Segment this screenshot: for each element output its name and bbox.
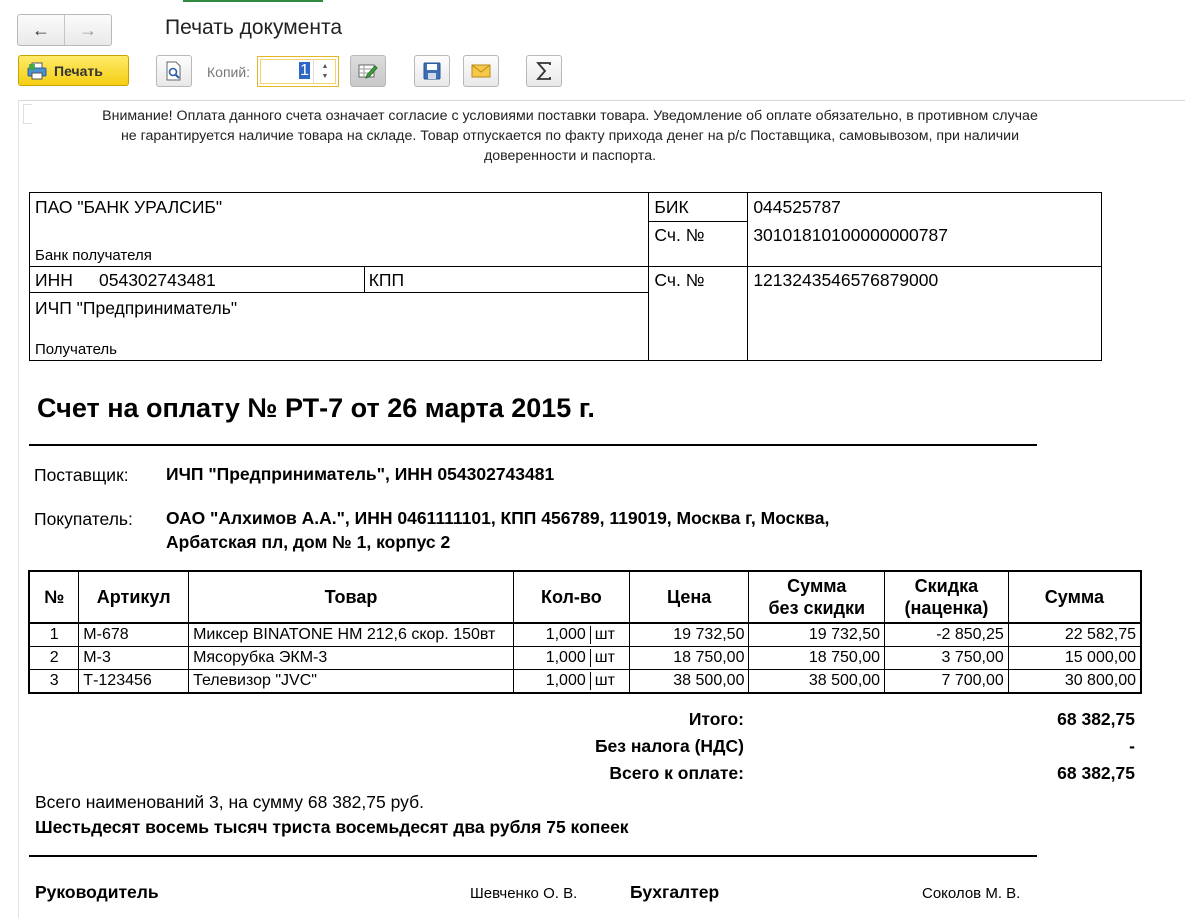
row-article: М-3 <box>79 647 189 670</box>
copies-spin-buttons[interactable] <box>313 59 336 84</box>
row-qty: 1,000 <box>514 649 591 667</box>
signature-separator <box>29 855 1037 857</box>
col-qty: Кол-во <box>513 571 629 623</box>
save-icon <box>423 62 441 80</box>
inn-value: 054302743481 <box>99 270 216 290</box>
row-price: 19 732,50 <box>629 623 749 647</box>
recipient-cell <box>30 293 649 361</box>
corr-account-value: 30101810100000000787 <box>753 225 948 245</box>
kpp-cell <box>364 267 649 293</box>
total-label: Итого: <box>688 709 744 729</box>
toolbar-separator <box>18 100 1185 101</box>
account-value: 1213243546576879000 <box>753 270 939 290</box>
accountant-label: Бухгалтер <box>630 882 720 902</box>
row-sum-no-discount: 19 732,50 <box>749 623 885 647</box>
active-tab-indicator <box>183 0 323 2</box>
col-sum-no-discount-line2: без скидки <box>768 598 866 618</box>
due-value: 68 382,75 <box>1057 763 1135 783</box>
corr-account-label: Сч. № <box>654 225 705 245</box>
document-corner-mark <box>23 104 32 124</box>
row-qty: 1,000 <box>514 672 591 690</box>
bank-label: Банк получателя <box>35 247 152 264</box>
sum-button[interactable] <box>526 55 562 87</box>
edit-icon <box>358 62 378 80</box>
due-label: Всего к оплате: <box>609 763 744 783</box>
copies-label: Копий: <box>207 64 251 80</box>
recipient-label: Получатель <box>35 341 117 358</box>
row-num: 3 <box>29 670 79 694</box>
invoice-title: Счет на оплату № РТ-7 от 26 марта 2015 г. <box>37 393 595 423</box>
chevron-down-icon[interactable]: ▼ <box>321 72 329 80</box>
bik-value: 044525787 <box>753 197 841 217</box>
accountant-name: Соколов М. В. <box>922 885 1021 902</box>
col-discount-line2: (наценка) <box>904 598 989 618</box>
chevron-up-icon[interactable]: ▲ <box>321 62 329 70</box>
col-sum-no-discount <box>749 571 885 623</box>
row-article: Т-123456 <box>79 670 189 694</box>
row-unit: шт <box>594 626 615 643</box>
back-button[interactable] <box>18 15 64 45</box>
printer-icon <box>27 62 47 80</box>
col-sum-no-discount-line1: Сумма <box>787 576 847 596</box>
row-price: 38 500,00 <box>629 670 749 694</box>
goods-table-header <box>29 571 1141 623</box>
account-label-cell <box>649 267 748 361</box>
row-goods: Миксер BINATONE HM 212,6 скор. 150вт <box>189 623 514 647</box>
row-sum-no-discount: 18 750,00 <box>749 647 885 670</box>
row-qty-cell <box>513 670 629 694</box>
table-row <box>29 623 1141 647</box>
preview-icon <box>165 61 183 81</box>
window-title: Печать документа <box>165 16 343 39</box>
row-sum: 15 000,00 <box>1008 647 1141 670</box>
copies-stepper[interactable] <box>257 56 339 87</box>
head-name: Шевченко О. В. <box>470 885 578 902</box>
save-button[interactable] <box>414 55 450 87</box>
arrow-right-icon: → <box>79 19 97 40</box>
col-discount-line1: Скидка <box>914 576 979 596</box>
forward-button[interactable] <box>64 15 111 45</box>
edit-mode-button[interactable] <box>350 55 386 87</box>
row-article: М-678 <box>79 623 189 647</box>
bank-cell <box>30 193 649 267</box>
amount-in-words: Шестьдесят восемь тысяч триста восемьдесят два рубля 75 копеек <box>35 817 629 837</box>
row-discount: -2 850,25 <box>885 623 1009 647</box>
mail-icon <box>471 64 491 78</box>
supplier-label: Поставщик: <box>34 465 129 485</box>
row-num: 1 <box>29 623 79 647</box>
row-qty: 1,000 <box>514 626 591 644</box>
vat-value: - <box>1129 736 1135 756</box>
vat-label: Без налога (НДС) <box>594 736 744 756</box>
row-qty-cell <box>513 647 629 670</box>
account-value-cell <box>748 267 1102 361</box>
row-qty-cell <box>513 623 629 647</box>
col-sum: Сумма <box>1008 571 1141 623</box>
recipient-name: ИЧП "Предприниматель" <box>35 298 238 318</box>
kpp-label: КПП <box>368 270 405 290</box>
print-button-label: Печать <box>54 62 103 79</box>
table-row <box>29 670 1141 694</box>
bik-label-cell <box>649 193 748 267</box>
total-value: 68 382,75 <box>1057 709 1135 729</box>
table-row <box>29 647 1141 670</box>
supplier-value: ИЧП "Предприниматель", ИНН 054302743481 <box>166 464 555 484</box>
row-discount: 3 750,00 <box>885 647 1009 670</box>
navigation-buttons <box>17 14 112 46</box>
buyer-label: Покупатель: <box>34 509 133 529</box>
bank-details-table <box>29 192 1102 361</box>
print-button[interactable] <box>18 55 129 86</box>
row-unit: шт <box>594 649 615 666</box>
goods-table <box>28 570 1142 694</box>
row-sum-no-discount: 38 500,00 <box>749 670 885 694</box>
col-num: № <box>29 571 79 623</box>
row-sum: 30 800,00 <box>1008 670 1141 694</box>
arrow-left-icon: ← <box>32 19 50 40</box>
row-goods: Телевизор "JVC" <box>189 670 514 694</box>
copies-input[interactable]: 1 <box>300 62 309 79</box>
bik-value-cell <box>748 193 1102 267</box>
buyer-value-line2: Арбатская пл, дом № 1, корпус 2 <box>166 532 451 552</box>
head-label: Руководитель <box>35 882 159 902</box>
col-discount <box>885 571 1009 623</box>
document-left-border <box>18 100 19 918</box>
col-goods: Товар <box>189 571 514 623</box>
payment-notice: Внимание! Оплата данного счета означает согласие с условиями поставки товара. Уведомление об оплате обязательно, в противном случае не гарантируется наличие товара на складе. Товар отпускается по факту прихода денег на р/с Поставщика, самовывозом, при наличии доверенности и паспорта. <box>102 108 1038 164</box>
row-sum: 22 582,75 <box>1008 623 1141 647</box>
bank-name: ПАО "БАНК УРАЛСИБ" <box>35 197 223 217</box>
row-price: 18 750,00 <box>629 647 749 670</box>
bik-label: БИК <box>654 197 689 217</box>
preview-button[interactable] <box>156 55 192 87</box>
col-price: Цена <box>629 571 749 623</box>
inn-cell <box>30 267 365 293</box>
summary-line: Всего наименований 3, на сумму 68 382,75 руб. <box>35 792 424 812</box>
row-unit: шт <box>594 672 615 689</box>
send-mail-button[interactable] <box>463 55 499 87</box>
account-label: Сч. № <box>654 270 705 290</box>
title-underline <box>29 444 1037 446</box>
inn-label: ИНН <box>35 270 73 290</box>
sum-icon <box>536 62 552 80</box>
buyer-value-line1: ОАО "Алхимов А.А.", ИНН 0461111101, КПП 456789, 119019, Москва г, Москва, <box>166 508 830 528</box>
col-article: Артикул <box>79 571 189 623</box>
row-discount: 7 700,00 <box>885 670 1009 694</box>
row-num: 2 <box>29 647 79 670</box>
row-goods: Мясорубка ЭКМ-3 <box>189 647 514 670</box>
